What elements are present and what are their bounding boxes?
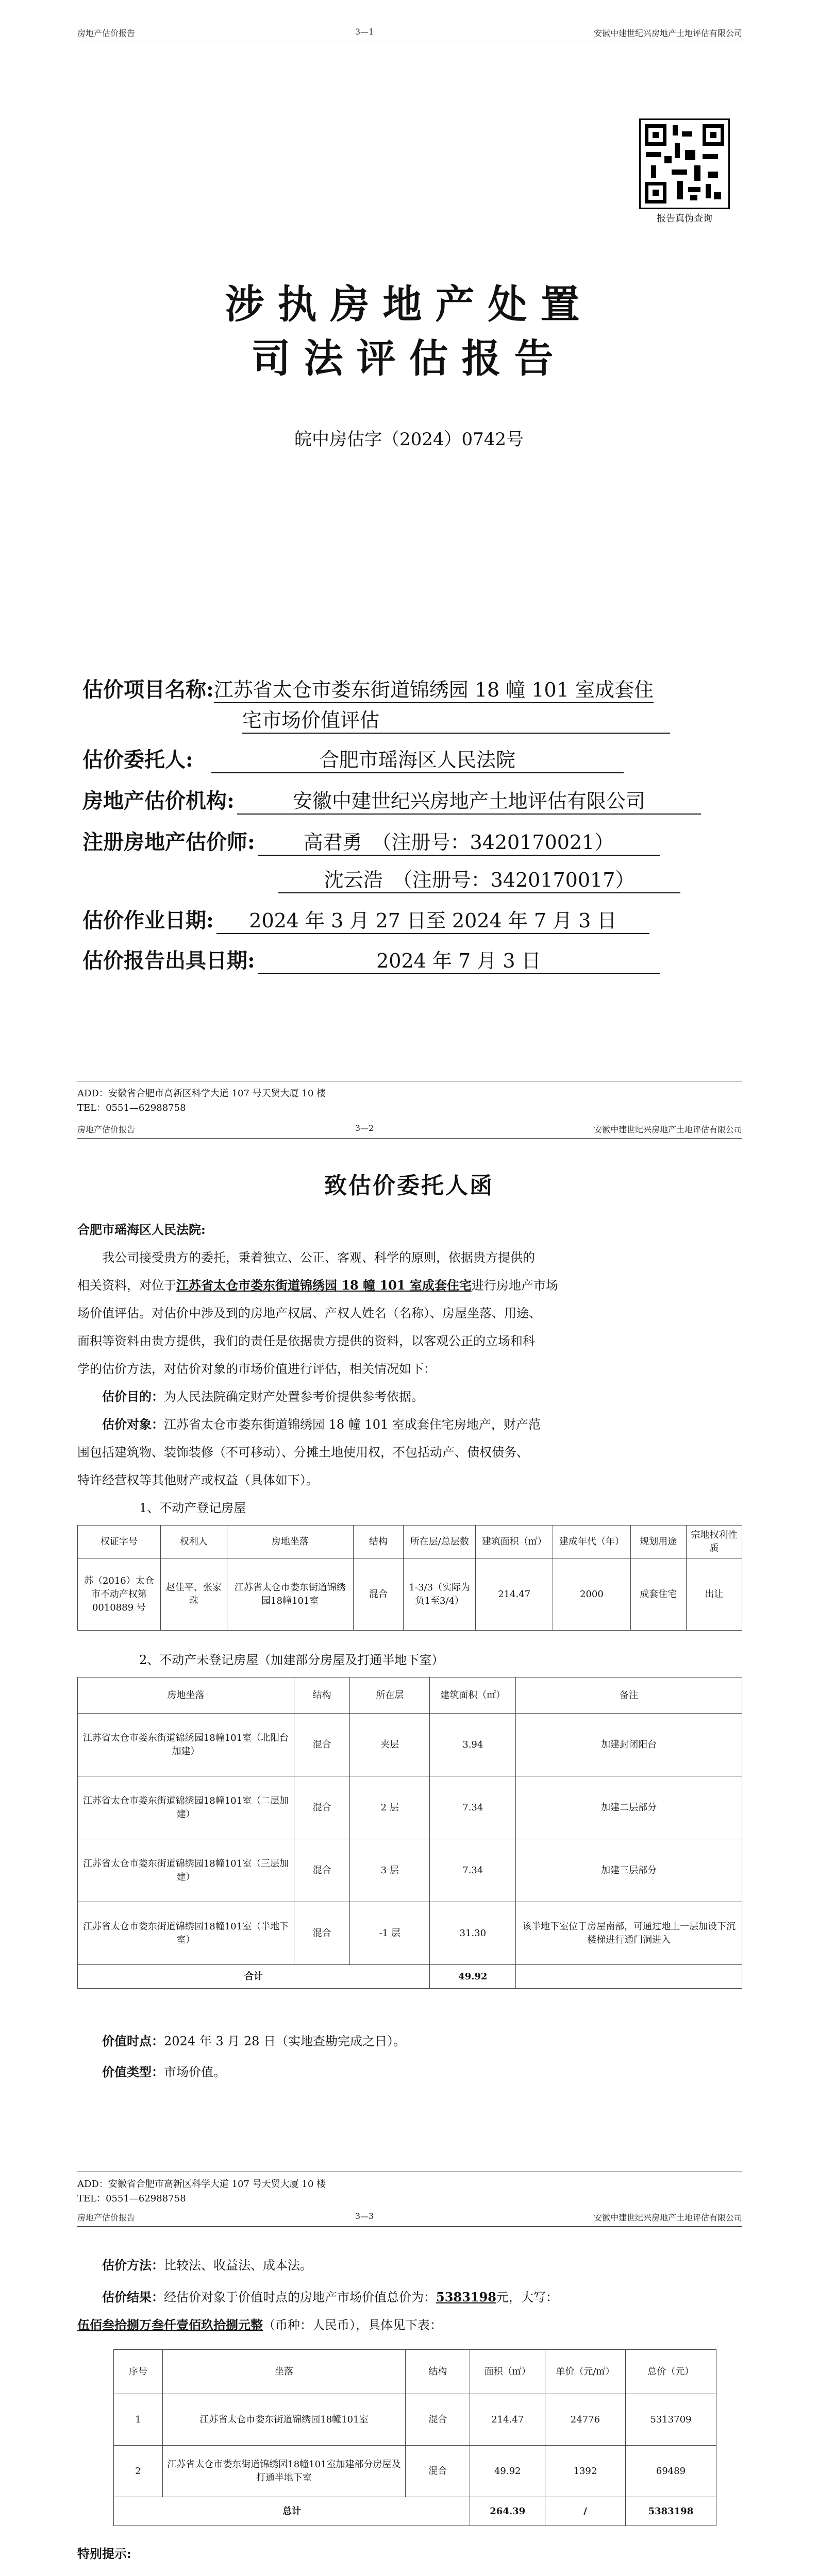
table-row: 2 江苏省太仓市娄东街道锦绣园18幢101室加建部分房屋及打通半地下室 混合 49.92 1392 69489 — [114, 2446, 716, 2497]
letter-intro: 我公司接受贵方的委托，秉着独立、公正、客观、科学的原则，依据贵方提供的 相关资料，对位于江苏省太仓市娄东街道锦绣园 18 幢 101 室成套住宅进行房地产市场 场价值评估。对估价中涉及到的房地产权属、产权人姓名（名称）、房屋坐落、用途、 面积等资料由贵方提供，我们的责任是依据贵方提供的资料，以客观公正的立场和科 学的估价方法，对估价对象的市场价值进行评估，相关情况如下： — [77, 1250, 558, 1376]
appraiser-row-2 — [278, 864, 680, 893]
value-date-line: 价值时点：2024 年 3 月 28 日（实地查勘完成之日）。 — [102, 2033, 406, 2048]
project-row — [82, 673, 732, 703]
qr-caption: 报告真伪查询 — [657, 213, 712, 224]
table-row: 江苏省太仓市娄东街道锦绣园18幢101室（二层加建） 混合 2 层 7.34 加建二层部分 — [78, 1776, 742, 1839]
header-right: 安徽中建世纪兴房地产土地评估有限公司 — [593, 28, 742, 38]
letter-title: 致估价委托人函 — [324, 1173, 494, 1199]
agency-row — [82, 785, 732, 815]
result-table — [113, 2349, 716, 2526]
table-row: 江苏省太仓市娄东街道锦绣园18幢101室（三层加建） 混合 3 层 7.34 加建三层部分 — [78, 1839, 742, 1902]
client-row — [82, 743, 701, 773]
table-header-row: 房地坐落 结构 所在层 建筑面积（㎡） 备注 — [78, 1677, 742, 1714]
qr-code-icon[interactable] — [639, 118, 730, 209]
note-1 — [77, 2571, 742, 2576]
registered-property-table — [77, 1525, 742, 1631]
report-title-line1: 涉执房地产处置 — [225, 281, 593, 327]
table-total-row: 合计 49.92 — [78, 1965, 742, 1989]
period-row — [82, 904, 732, 934]
table-header-row: 序号 坐落 结构 面积（㎡） 单价（元/㎡） 总价（元） — [114, 2350, 716, 2394]
page-header — [77, 27, 742, 42]
footer-address: ADD：安徽省合肥市高新区科学大道 107 号天贸大厦 10 楼 — [77, 2179, 326, 2190]
unreg-heading: 2、不动产未登记房屋（加建部分房屋及打通半地下室） — [139, 1653, 444, 1667]
table-row: 1 江苏省太仓市娄东街道锦绣园18幢101室 混合 214.47 24776 5313709 — [114, 2394, 716, 2446]
method-line: 估价方法：比较法、收益法、成本法。 — [102, 2258, 312, 2273]
notes-title: 特别提示: — [77, 2546, 131, 2561]
appraiser-label: 注册房地产估价师: — [82, 830, 255, 854]
client-value: 合肥市瑶海区人民法院 — [211, 744, 624, 773]
header-right: 安徽中建世纪兴房地产土地评估有限公司 — [593, 1125, 742, 1134]
issue-label: 估价报告出具日期: — [82, 948, 255, 973]
footer-tel: TEL：0551—62988758 — [77, 2193, 186, 2204]
header-page-number: 3—1 — [355, 27, 374, 37]
footer-address: ADD：安徽省合肥市高新区科学大道 107 号天贸大厦 10 楼 — [77, 1088, 326, 1099]
project-row-2 — [242, 704, 670, 734]
agency-value: 安徽中建世纪兴房地产土地评估有限公司 — [237, 785, 701, 815]
project-value-2: 宅市场价值评估 — [242, 709, 380, 732]
header-left: 房地产估价报告 — [77, 1125, 136, 1134]
header-left: 房地产估价报告 — [77, 28, 136, 38]
project-value: 江苏省太仓市娄东街道锦绣园 18 幢 101 室成套住 — [214, 674, 654, 703]
client-label: 估价委托人: — [82, 748, 193, 772]
table-total-row: 总计 264.39 / 5383198 — [114, 2497, 716, 2526]
value-type-line: 价值类型：市场价值。 — [102, 2064, 226, 2079]
report-title-line2: 司法评估报告 — [251, 335, 567, 381]
table-row: 江苏省太仓市娄东街道锦绣园18幢101室（北阳台加建） 混合 夹层 3.94 加建封闭阳台 — [78, 1714, 742, 1776]
period-label: 估价作业日期: — [82, 908, 214, 933]
report-number: 皖中房估字（2024）0742号 — [294, 429, 524, 450]
page-header — [77, 1123, 742, 1139]
object-line: 估价对象：江苏省太仓市娄东街道锦绣园 18 幢 101 室成套住宅房地产，财产范 围包括建筑物、装饰装修（不可移动）、分摊土地使用权，不包括动产、债权债务、 特许经营权等其他财产或权益（具体如下）。 — [77, 1417, 541, 1487]
page-header — [77, 2211, 742, 2227]
result-upper: 伍佰叁拾捌万叁仟壹佰玖拾捌元整 — [77, 2317, 263, 2332]
appraiser-row — [82, 826, 732, 856]
result-paragraph: 估价结果：经估价对象于价值时点的房地产市场价值总价为：5383198元，大写： 伍佰叁拾捌万叁仟壹佰玖拾捌元整（币种：人民币），具体见下表： — [77, 2290, 558, 2332]
footer-tel: TEL：0551—62988758 — [77, 1103, 186, 1113]
header-right: 安徽中建世纪兴房地产土地评估有限公司 — [593, 2213, 742, 2223]
reg-heading: 1、不动产登记房屋 — [139, 1501, 246, 1515]
page-footer — [77, 2172, 742, 2206]
appraiser-1: 高君勇 （注册号：3420170021） — [258, 826, 660, 856]
issue-row — [82, 944, 732, 974]
result-total: 5383198 — [436, 2290, 496, 2304]
subject-property: 江苏省太仓市娄东街道锦绣园 18 幢 101 室成套住宅 — [176, 1278, 472, 1293]
issue-value: 2024 年 7 月 3 日 — [258, 945, 660, 974]
purpose-line: 估价目的：为人民法院确定财产处置参考价提供参考依据。 — [102, 1389, 424, 1404]
page-footer — [77, 1081, 742, 1115]
header-left: 房地产估价报告 — [77, 2213, 136, 2223]
project-label: 估价项目名称: — [82, 677, 214, 702]
agency-label: 房地产估价机构: — [82, 789, 235, 813]
table-header-row: 权证字号 权利人 房地坐落 结构 所在层/总层数 建筑面积（㎡） 建成年代（年） 规划用途 宗地权利性质 — [78, 1526, 742, 1558]
letter-addressee: 合肥市瑶海区人民法院: — [77, 1222, 206, 1237]
header-page-number: 3—2 — [355, 1123, 374, 1133]
period-value: 2024 年 3 月 27 日至 2024 年 7 月 3 日 — [216, 905, 649, 934]
table-row: 江苏省太仓市娄东街道锦绣园18幢101室（半地下室） 混合 -1 层 31.30 该半地下室位于房屋南部，可通过地上一层加设下沉楼梯进行通门洞进入 — [78, 1902, 742, 1965]
header-page-number: 3—3 — [355, 2211, 374, 2221]
unregistered-property-table — [77, 1677, 742, 1989]
appraiser-2: 沈云浩 （注册号：3420170017） — [324, 869, 635, 891]
table-row: 苏（2016）太仓市不动产权第 0010889 号 赵佳平、张家珠 江苏省太仓市娄东街道锦绣园18幢101室 混合 1-3/3（实际为负1至3/4） 214.47 2000 成套住宅 出让 — [78, 1558, 742, 1631]
